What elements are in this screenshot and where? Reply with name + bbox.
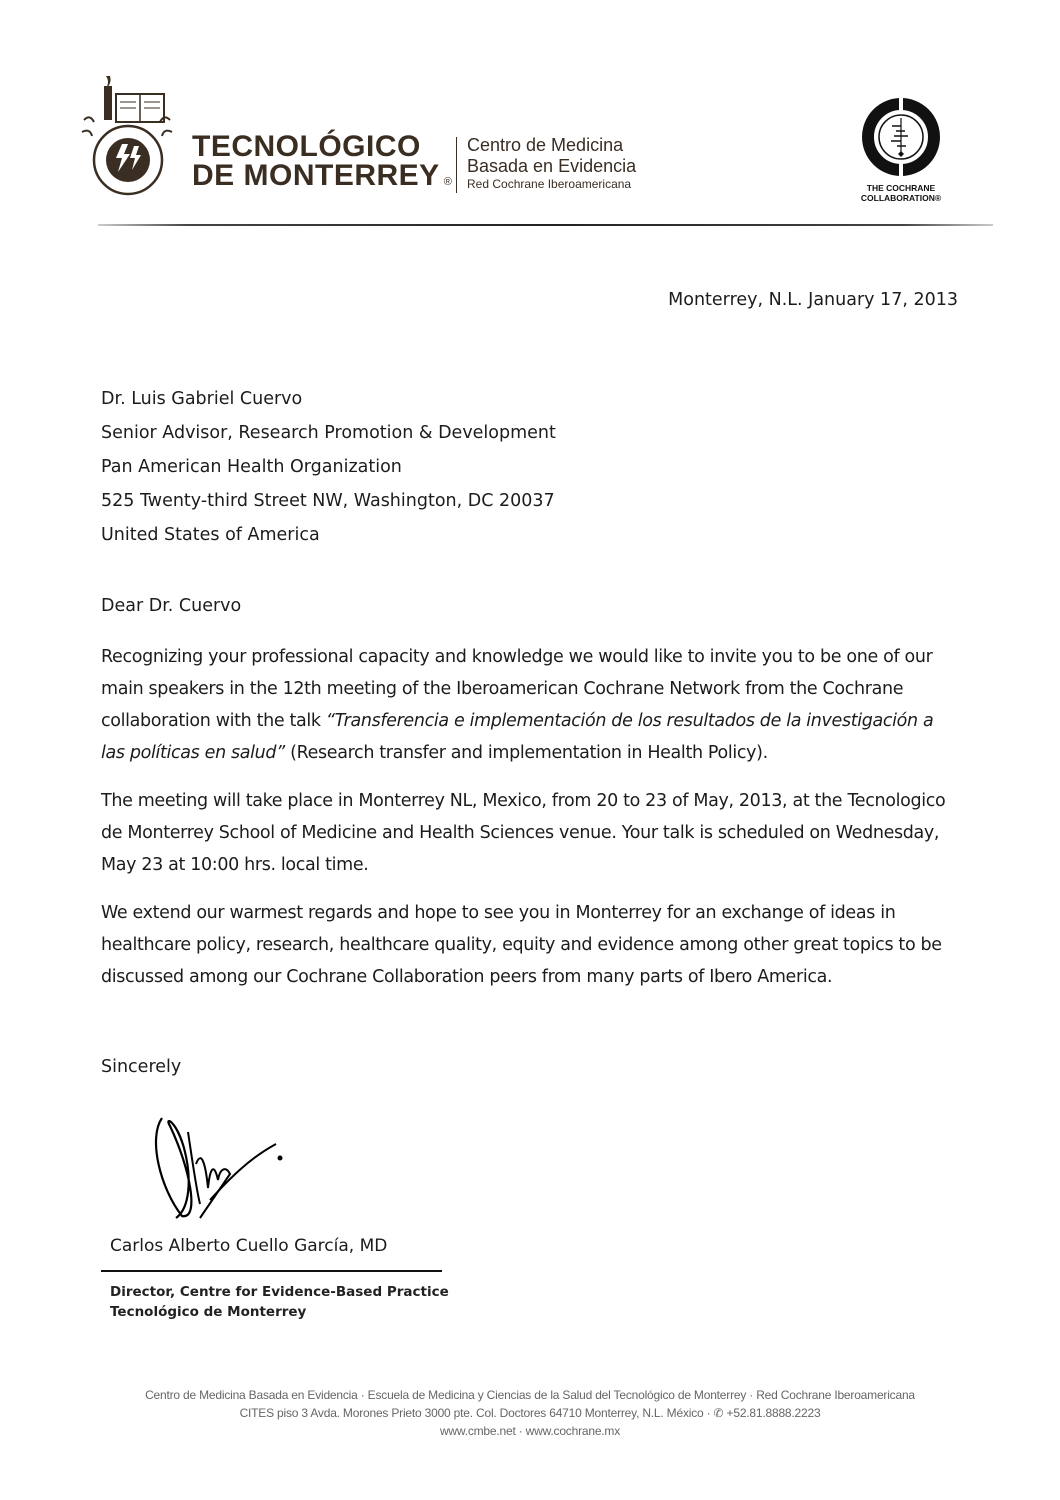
paragraph-meeting-details: The meeting will take place in Monterrey NL, Mexico, from 20 to 23 of May, 2013, at the Tecnologico de Monterrey School of Medicine and Health Sciences venue. Your talk is scheduled on Wednesday, May 23 at 10:00 hrs. local time. [101,791,946,875]
closing: Sincerely [101,1057,182,1077]
recipient-title: Senior Advisor, Research Promotion & Development [101,423,556,443]
paragraph-invitation-text: Recognizing your professional capacity and knowledge we would like to invite you to be one of our main speakers in the 12th meeting of the Iberoamerican Cochrane Network from the Cochrane collaboration with the talk [101,647,933,731]
paragraph-regards: We extend our warmest regards and hope to see you in Monterrey for an exchange of ideas in healthcare policy, research, healthcare quality, equity and evidence among other great topics to be discussed among our Cochrane Collaboration peers from many parts of Ibero America. [101,903,942,987]
recipient-country: United States of America [101,525,320,545]
signer-position: Director, Centre for Evidence-Based Practice [110,1284,449,1300]
salutation: Dear Dr. Cuervo [101,596,242,616]
recipient-name: Dr. Luis Gabriel Cuervo [101,389,303,409]
cochrane-line1: THE COCHRANE [866,183,936,193]
signer-institution: Tecnológico de Monterrey [110,1304,307,1320]
footer-line-address: CITES piso 3 Avda. Morones Prieto 3000 pte. Col. Doctores 64710 Monterrey, N.L. México · ✆ +52.81.8888.2223 [239,1406,821,1420]
letter-date: Monterrey, N.L. January 17, 2013 [668,290,958,310]
letterhead-rule [98,224,993,226]
footer-line-websites: www.cmbe.net · www.cochrane.mx [439,1424,621,1438]
cochrane-collaboration-logo-icon [860,96,942,178]
paragraph-invitation [101,641,961,769]
letterhead-divider [456,137,457,193]
recipient-organization: Pan American Health Organization [101,457,402,477]
institution-name-line2: DE MONTERREY [192,159,440,192]
registered-mark: ® [443,176,453,188]
page-footer [0,1386,1060,1440]
signer-name: Carlos Alberto Cuello García, MD [110,1236,388,1256]
recipient-street: 525 Twenty-third Street NW, Washington, DC 20037 [101,491,555,511]
footer-line-organization: Centro de Medicina Basada en Evidencia · Escuela de Medicina y Ciencias de la Salud del Tecnológico de Monterrey · Red Cochrane Iberoamericana [145,1388,915,1402]
talk-title-translation: (Research transfer and implementation in Health Policy). [284,743,768,763]
cochrane-line2: COLLABORATION® [860,193,942,203]
institution-name-line1: TECNOLÓGICO [192,130,421,163]
talk-title: “Transferencia e implementación de los resultados de la investigación a las políticas en salud” [101,711,934,763]
tec-monterrey-seal-icon [78,70,178,198]
signature-rule [101,1270,442,1272]
recipient-address [101,382,556,552]
center-name-line1: Centro de Medicina [467,135,624,155]
handwritten-signature-icon [140,1108,300,1228]
center-name [467,135,636,192]
cochrane-collaboration-name [848,183,954,203]
center-name-line2: Basada en Evidencia [467,156,637,176]
signer-title [110,1282,449,1322]
center-name-line3: Red Cochrane Iberoamericana [467,177,632,191]
institution-name [192,132,452,197]
